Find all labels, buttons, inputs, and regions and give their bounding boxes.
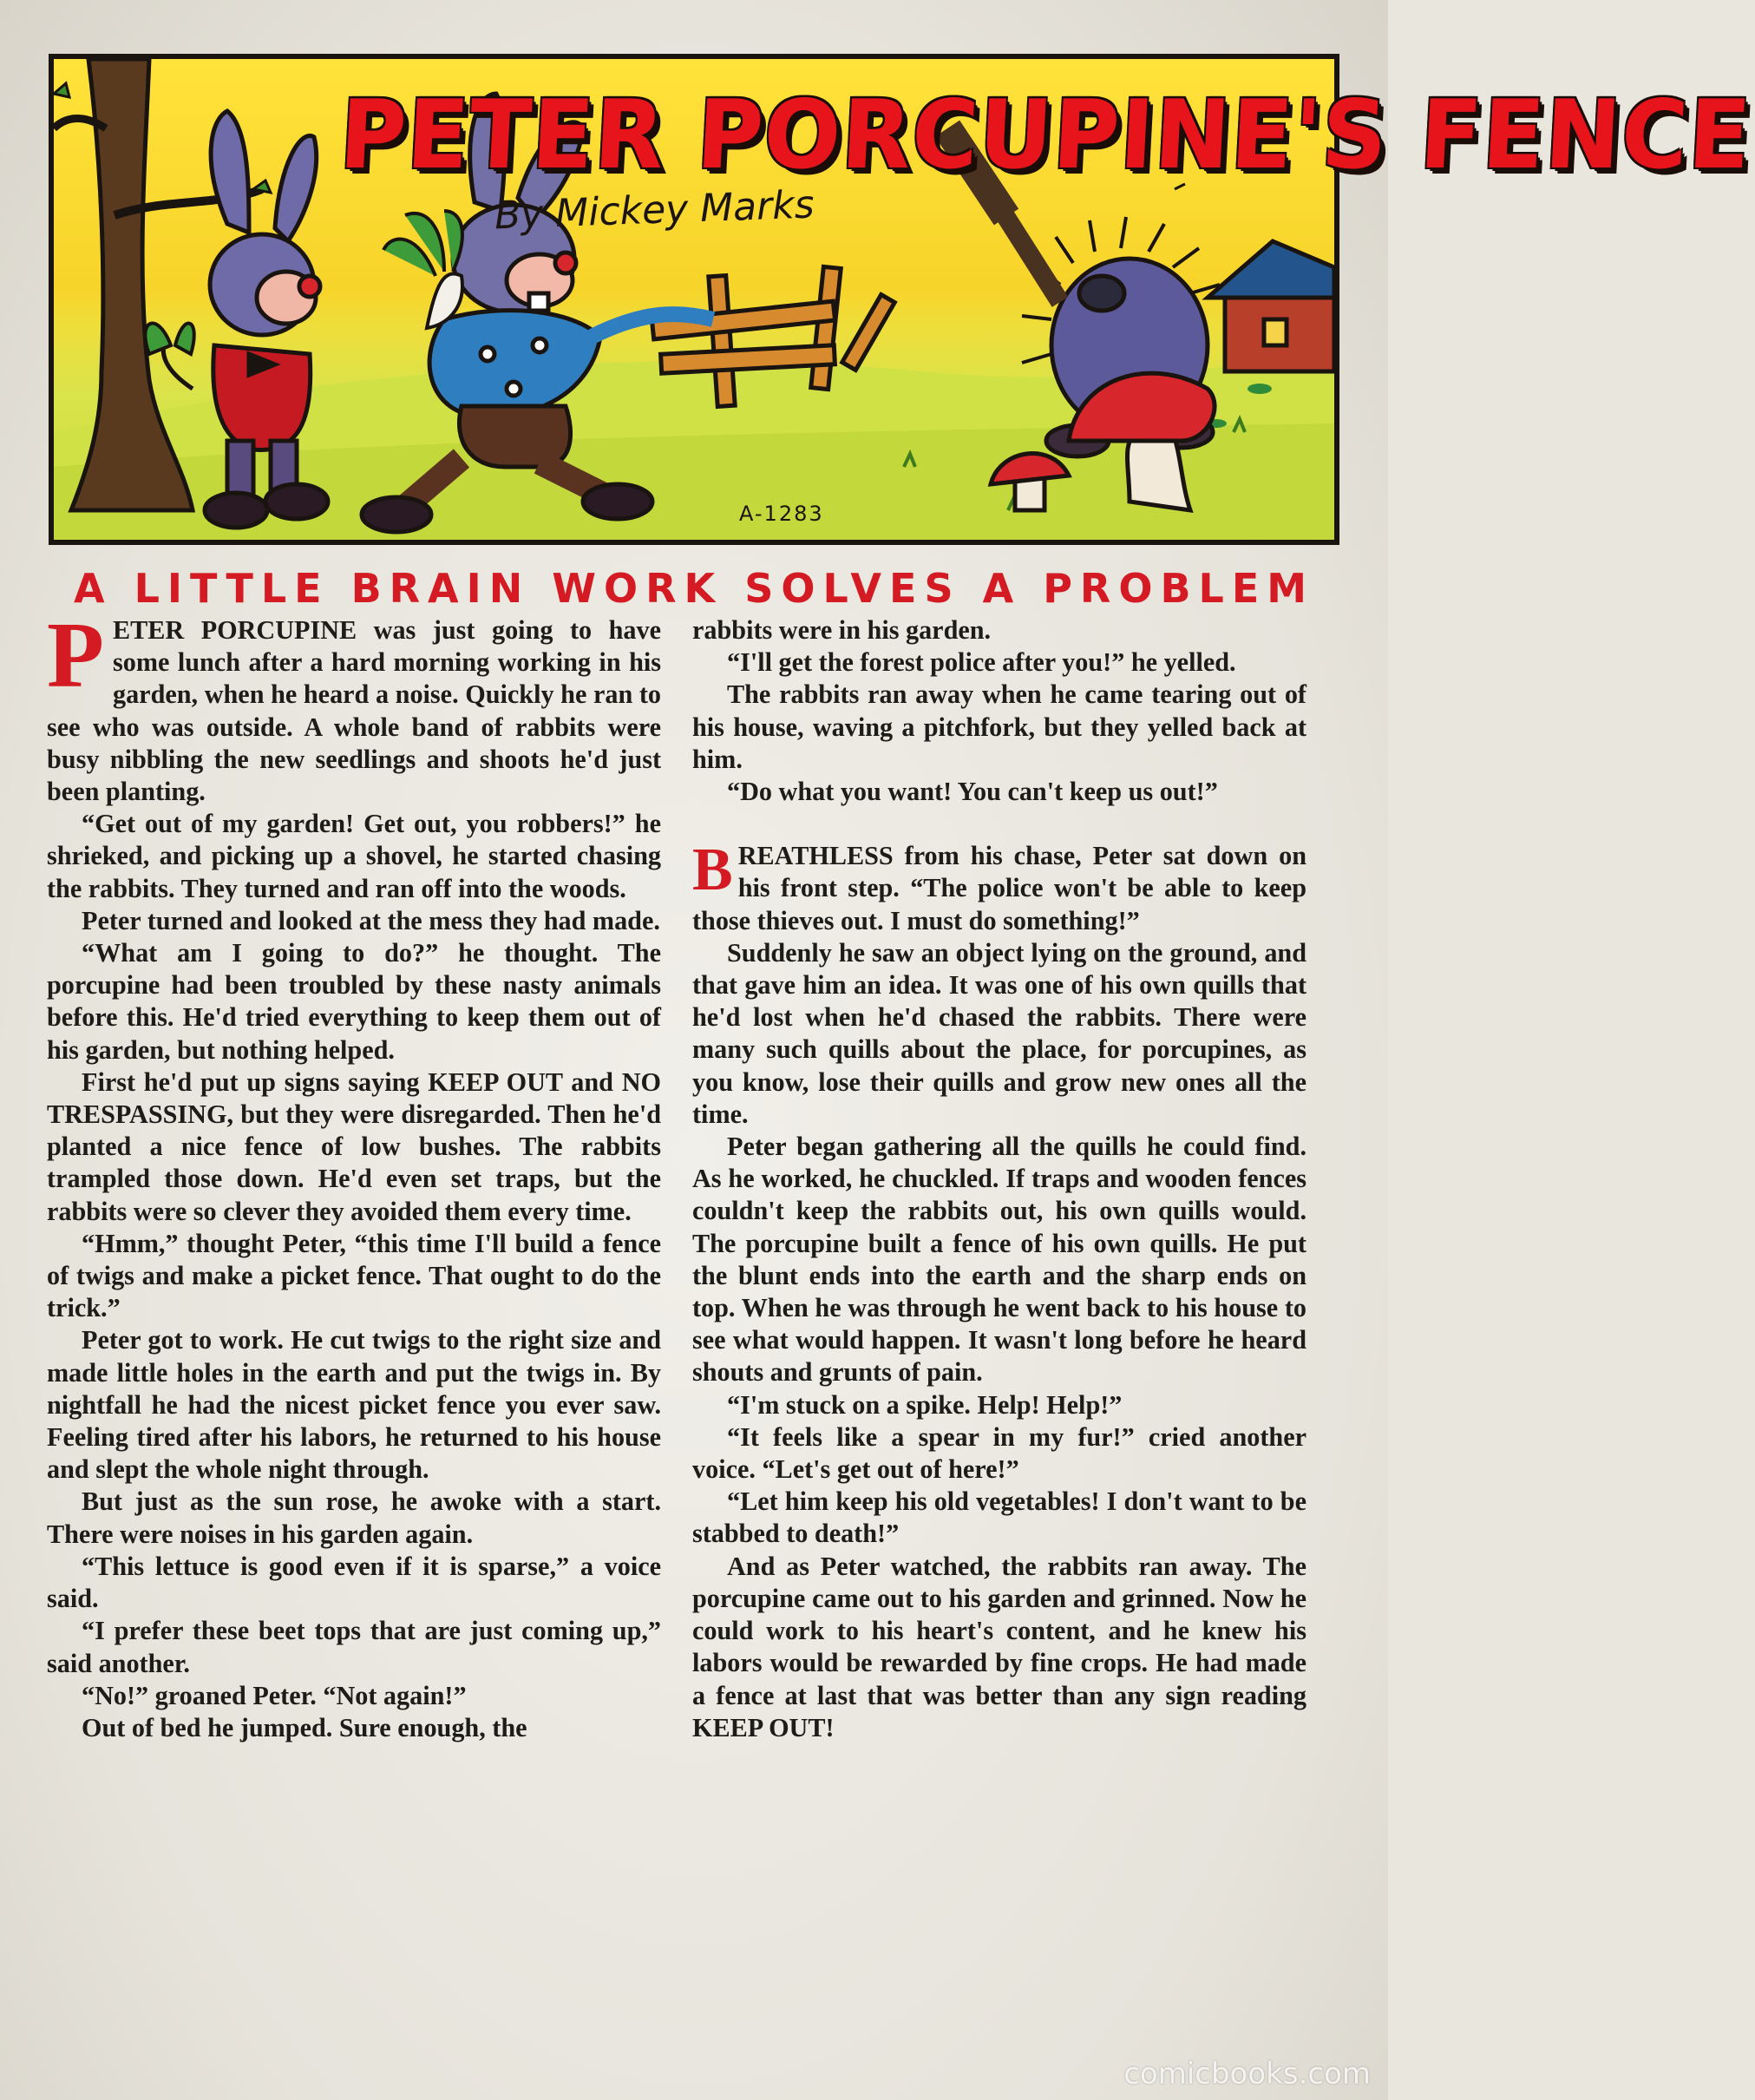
paragraph: “What am I going to do?” he thought. The porcupine had been troubled by these nasty animals before this. He'd tried everything to keep them out of his garden, but nothing helped.	[47, 938, 661, 1065]
paragraph: Out of bed he jumped. Sure enough, the	[82, 1712, 527, 1742]
paragraph: The rabbits ran away when he came tearing out of his house, waving a pitchfork, but they yelled back at him.	[692, 679, 1306, 774]
paragraph: “No!” groaned Peter. “Not again!”	[82, 1680, 467, 1710]
paragraph: “Hmm,” thought Peter, “this time I'll build a fence of twigs and make a picket fence. That ought to do the trick.”	[47, 1228, 661, 1323]
drop-cap: B	[692, 837, 733, 904]
comic-title: PETER PORCUPINE'S FENCE	[337, 78, 1754, 191]
paragraph: “Do what you want! You can't keep us out!”	[727, 777, 1218, 807]
paragraph: First he'd put up signs saying KEEP OUT and NO TRESPASSING, but they were disregarded. Then he'd planted a nice fence of low bushes. The rabbits trampled those down. He'd even set traps, but the rabbits were so clever they avoided them every time.	[47, 1066, 661, 1226]
drop-cap: P	[47, 604, 104, 707]
story-subtitle: A LITTLE BRAIN WORK SOLVES A PROBLEM	[73, 565, 1315, 612]
paragraph: “Let him keep his old vegetables! I don't want to be stabbed to death!”	[692, 1486, 1306, 1549]
paragraph: But just as the sun rose, he awoke with a start. There were noises in his garden again.	[47, 1486, 661, 1549]
site-watermark: comicbooks.com	[1123, 2057, 1371, 2091]
paragraph: “This lettuce is good even if it is sparse,” a voice said.	[47, 1551, 661, 1614]
paragraph: BREATHLESS from his chase, Peter sat down on his front step. “The police won't be able to keep those thieves out. I must do something!”	[692, 837, 1306, 935]
paragraph: rabbits were in his garden.	[692, 615, 992, 645]
paragraph: “I'll get the forest police after you!” he yelled.	[727, 647, 1236, 678]
author-byline: By Mickey Marks	[494, 182, 815, 239]
art-code: A-1283	[739, 502, 824, 526]
paragraph: “Get out of my garden! Get out, you robbers!” he shrieked, and picking up a shovel, he started chasing the rabbits. They turned and ran off into the woods.	[47, 809, 661, 903]
paragraph: “I prefer these beet tops that are just coming up,” said another.	[47, 1616, 661, 1678]
title-banner	[49, 54, 1754, 545]
paragraph: Peter began gathering all the quills he could find. As he worked, he chuckled. If traps and wooden fences couldn't keep the rabbits out, his own quills would. The porcupine built a fence of his own quills. He put the blunt ends into the earth and the sharp ends on top. When he was through he went back to his house to see what would happen. It wasn't long before he heard shouts and grunts of pain.	[692, 1132, 1306, 1388]
paragraph: And as Peter watched, the rabbits ran away. The porcupine came out to his garden and grinned. Now he could work to his heart's content, and he knew his labors would be rewarded by fine crops. He had made a fence at last that was better than any sign reading KEEP OUT!	[692, 1551, 1306, 1742]
paragraph: Peter got to work. He cut twigs to the right size and made little holes in the earth and put the twigs in. By nightfall he had the nicest picket fence you ever saw. Feeling tired after his labors, he returned to his house and slept the whole night through.	[47, 1325, 661, 1485]
paragraph: Peter turned and looked at the mess they had made.	[82, 905, 660, 935]
text-column-right	[692, 614, 1306, 1985]
paragraph: “I'm stuck on a spike. Help! Help!”	[727, 1389, 1123, 1420]
paragraph: Suddenly he saw an object lying on the ground, and that gave him an idea. It was one of his own quills that he'd lost when he'd chased the rabbits. There were many such quills about the place, for porcupines, as you know, lose their quills and grow new ones all the time.	[692, 937, 1306, 1129]
paragraph: PETER PORCUPINE was just going to have some lunch after a hard morning working in his garden, when he heard a noise. Quickly he ran to see who was outside. A whole band of rabbits were busy nibbling the new seedlings and shoots he'd just been planting.	[47, 604, 661, 807]
text-column-left	[47, 604, 661, 1985]
paragraph: “It feels like a spear in my fur!” cried another voice. “Let's get out of here!”	[692, 1421, 1306, 1485]
